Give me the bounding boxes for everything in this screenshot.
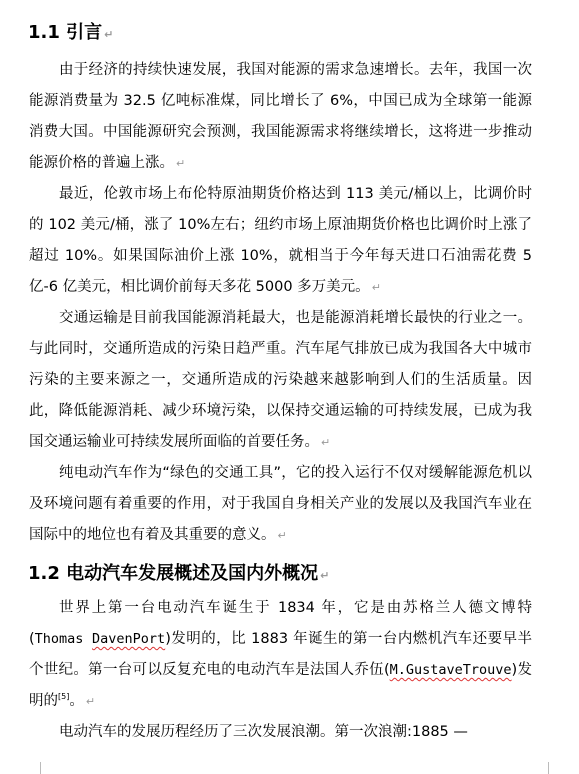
paragraph-text: 交通运输是目前我国能源消耗最大，也是能源消耗增长最快的行业之一。与此同时，交通所造成的污染日趋严重。汽车尾气排放已成为我国各大中城市污染的主要来源之一，交通所造成的污染越来越影响到人们的生活质量。因此，降低能源消耗、减少环境污染，以保持交通运输的可持续发展，已成为我国交通运输业可持续发展所面临的首要任务。 [29,310,532,450]
paragraph-mark: ↵ [371,281,381,294]
heading-text: 1.2 电动汽车发展概述及国内外概况 [28,563,319,584]
inventor-name-second: M.GustaveTrouve [389,662,512,678]
paragraph-text: 纯电动汽车作为“绿色的交通工具”，它的投入运行不仅对缓解能源危机以及环境问题有着重要的作用，对于我国自身相关产业的发展以及我国汽车业在国际中的地位也有着及其重要的意义。 [29,465,532,543]
paragraph-text: )发明的，比 1883 年诞生的第一台内燃机汽车还要早半个世纪。第一台可以反复充电的电动汽车是法国人乔伍( [29,631,532,678]
paragraph-text: 最近，伦敦市场上布伦特原油期货价格达到 113 美元/桶以上，比调价时的 102 美元/桶，涨了 10%左右；纽约市场上原油期货价格也比调价时上涨了超过 10%。如果国际油价上涨 10%，就相当于今年每天进口石油需花费 5 亿-6 亿美元，相比调价前每天多花 5000 多万美元。 [29,186,532,295]
paragraph-mark: ↵ [320,569,330,582]
paragraph-text: 由于经济的持续快速发展，我国对能源的需求急速增长。去年，我国一次能源消费量为 32.5 亿吨标准煤，同比增长了 6%，中国已成为全球第一能源消费大国。中国能源研究会预测，我国能源需求将继续增长，这将进一步推动能源价格的普遍上涨。 [29,62,532,171]
paragraph-mark: ↵ [85,695,96,708]
paragraph-transport-pollution [29,303,532,458]
section-heading-1-2 [28,562,329,588]
citation-reference: [5] [58,692,70,702]
crop-mark-right [548,762,561,774]
paragraph-oil-prices [29,179,532,303]
paragraph-energy-demand [29,55,532,179]
paragraph-mark: ↵ [321,436,331,449]
paragraph-mark: ↵ [176,157,186,170]
paragraph-text: 电动汽车的发展历程经历了三次发展浪潮。第一次浪潮:1885 — [59,724,468,740]
inventor-name-first: Thomas [34,631,93,647]
paragraph-ev-history [29,593,532,717]
section-heading-1-1 [28,21,113,47]
heading-text: 1.1 引言 [28,22,103,43]
crop-mark-left [28,762,41,774]
paragraph-ev-waves [29,717,532,748]
paragraph-text: 。 [69,693,84,709]
inventor-name-surname: DavenPort [92,631,166,647]
paragraph-text: 世界上第一台电动汽车诞生于 1834 年，它是由苏格兰人德文博特( [29,600,532,647]
paragraph-mark: ↵ [277,529,287,542]
paragraph-electric-vehicle-significance [29,458,532,551]
paragraph-mark: ↵ [104,28,114,41]
paragraph-text: )发明的 [29,662,532,709]
